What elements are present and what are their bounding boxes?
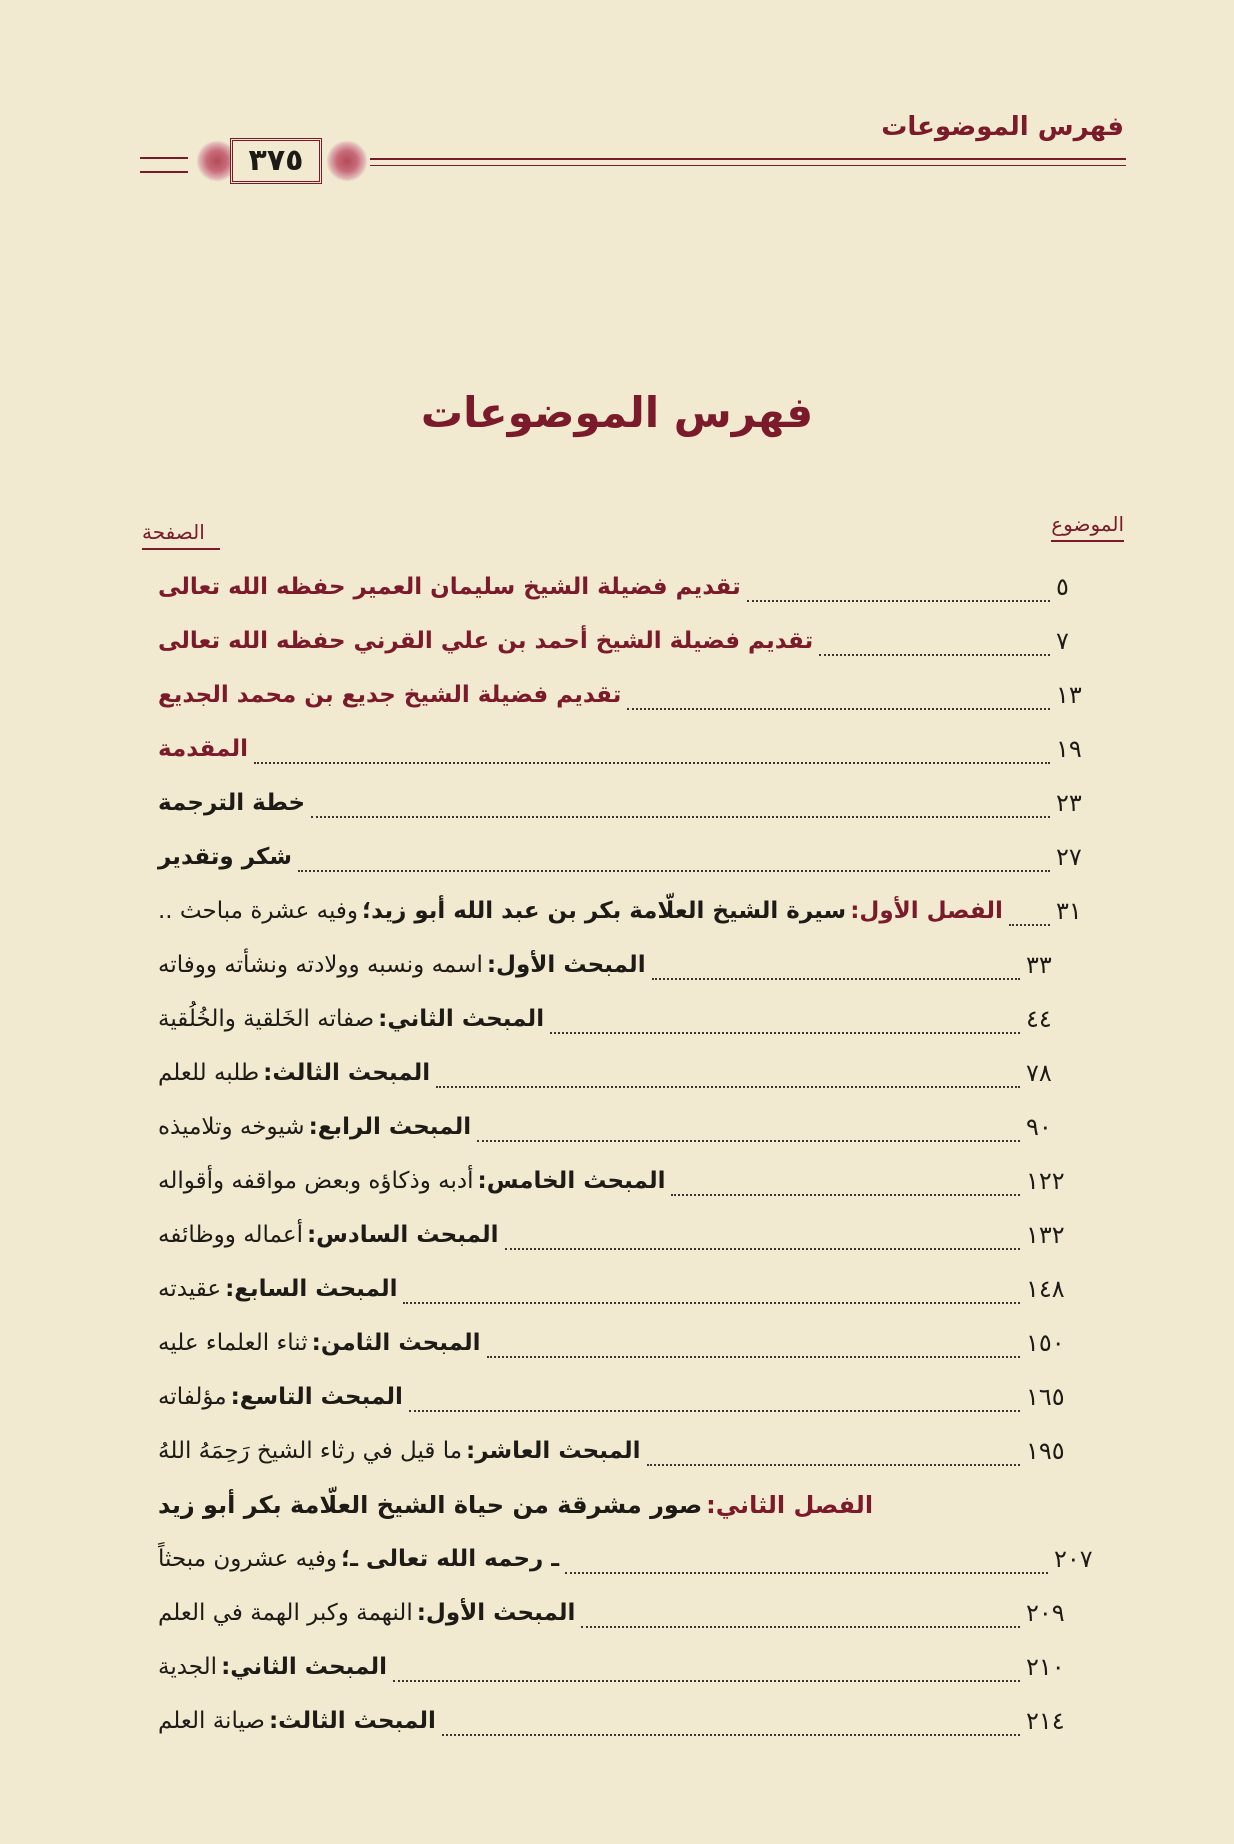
page-title: فهرس الموضوعات: [420, 388, 814, 437]
entry-title: المقدمة: [158, 736, 248, 762]
toc-section-entry[interactable]: [0, 1100, 1234, 1154]
dot-leader: [298, 850, 1050, 872]
dot-leader: [409, 1390, 1020, 1412]
chapter-continuation: ـ رحمه الله تعالى ـ؛: [340, 1546, 560, 1572]
section-title: طلبه للعلم: [158, 1060, 260, 1086]
section-title: النهمة وكبر الهمة في العلم: [158, 1600, 413, 1626]
toc-section-entry[interactable]: [0, 1208, 1234, 1262]
entry-title: تقديم فضيلة الشيخ سليمان العمير حفظه الله تعالى: [158, 574, 741, 600]
header-rule-thin: [370, 165, 1126, 166]
section-title: شيوخه وتلاميذه: [158, 1114, 305, 1140]
floral-ornament-icon: [326, 140, 368, 182]
section-label: المبحث السابع:: [225, 1276, 398, 1302]
entry-page: ١٢٢: [1026, 1167, 1065, 1195]
section-title: عقيدته: [158, 1276, 222, 1302]
toc-section-entry[interactable]: [0, 1262, 1234, 1316]
entry-page: ٢٠٩: [1026, 1599, 1065, 1627]
entry-page: ١٤٨: [1026, 1275, 1065, 1303]
dot-leader: [436, 1066, 1020, 1088]
dot-leader: [403, 1282, 1020, 1304]
entry-page: ٧٨: [1026, 1059, 1052, 1087]
entry-page: ١٩: [1056, 735, 1082, 763]
section-label: المبحث الرابع:: [308, 1114, 472, 1140]
entry-title: خطة الترجمة: [158, 790, 306, 816]
dot-leader: [550, 1012, 1020, 1034]
section-label: المبحث الثامن:: [311, 1330, 481, 1356]
dot-leader: [627, 688, 1050, 710]
page-number: ٣٧٥: [230, 138, 322, 184]
entry-title: شكر وتقدير: [158, 844, 293, 870]
section-label: المبحث التاسع:: [230, 1384, 403, 1410]
entry-page: ٢١٠: [1026, 1653, 1065, 1681]
section-title: أعماله ووظائفه: [158, 1222, 303, 1248]
dot-leader: [581, 1606, 1020, 1628]
column-header-topic: الموضوع: [1051, 512, 1124, 542]
toc-list: [0, 560, 1234, 1748]
dot-leader: [671, 1174, 1020, 1196]
entry-page: ٢٠٧: [1054, 1545, 1093, 1573]
entry-page: ٣٣: [1026, 951, 1052, 979]
entry-page: ٢٣: [1056, 789, 1082, 817]
entry-page: ٧: [1056, 627, 1069, 655]
entry-page: ١٩٥: [1026, 1437, 1065, 1465]
entry-page: ١٦٥: [1026, 1383, 1065, 1411]
section-label: المبحث الخامس:: [477, 1168, 666, 1194]
chapter-note: وفيه عشرة مباحث ..: [158, 898, 358, 924]
section-label: المبحث الثاني:: [221, 1654, 387, 1680]
toc-entry[interactable]: [0, 614, 1234, 668]
chapter-label: الفصل الأول:: [850, 898, 1003, 924]
dot-leader: [819, 634, 1050, 656]
dot-leader: [442, 1714, 1020, 1736]
toc-section-entry[interactable]: [0, 1316, 1234, 1370]
entry-page: ٤٤: [1026, 1005, 1052, 1033]
toc-entry[interactable]: [0, 722, 1234, 776]
dot-leader: [505, 1228, 1020, 1250]
section-label: المبحث الثالث:: [268, 1708, 436, 1734]
toc-section-entry[interactable]: [0, 1586, 1234, 1640]
section-label: المبحث الأول:: [486, 952, 646, 978]
dot-leader: [647, 1444, 1020, 1466]
entry-page: ١٥٠: [1026, 1329, 1065, 1357]
section-title: مؤلفاته: [158, 1384, 227, 1410]
toc-entry[interactable]: [0, 668, 1234, 722]
toc-section-entry[interactable]: [0, 1046, 1234, 1100]
toc-section-entry[interactable]: [0, 938, 1234, 992]
chapter-label: الفصل الثاني:: [706, 1491, 874, 1519]
section-title: صفاته الخَلقية والخُلُقية: [158, 1006, 375, 1032]
section-title: أدبه وذكاؤه وبعض مواقفه وأقواله: [158, 1168, 474, 1194]
entry-page: ٢٧: [1056, 843, 1082, 871]
toc-entry[interactable]: [0, 776, 1234, 830]
chapter-title: صور مشرقة من حياة الشيخ العلّامة بكر أبو زيد: [158, 1491, 703, 1519]
toc-section-entry[interactable]: [0, 1694, 1234, 1748]
dot-leader: [565, 1552, 1048, 1574]
chapter-note: وفيه عشرون مبحثاً: [158, 1546, 337, 1572]
entry-page: ٥: [1056, 573, 1069, 601]
section-title: صيانة العلم: [158, 1708, 265, 1734]
section-label: المبحث الثالث:: [263, 1060, 431, 1086]
toc-chapter-entry[interactable]: [0, 1478, 1234, 1532]
entry-page: ٣١: [1056, 897, 1082, 925]
toc-section-entry[interactable]: [0, 1154, 1234, 1208]
entry-page: ١٣٢: [1026, 1221, 1065, 1249]
section-title: ثناء العلماء عليه: [158, 1330, 308, 1356]
toc-section-entry[interactable]: [0, 992, 1234, 1046]
section-label: المبحث الثاني:: [378, 1006, 545, 1032]
section-label: المبحث السادس:: [306, 1222, 499, 1248]
dot-leader: [311, 796, 1050, 818]
toc-entry[interactable]: [0, 560, 1234, 614]
section-label: المبحث العاشر:: [466, 1438, 641, 1464]
toc-chapter-continuation[interactable]: [0, 1532, 1234, 1586]
dot-leader: [393, 1660, 1020, 1682]
header-rule-left: [140, 157, 188, 173]
entry-title: تقديم فضيلة الشيخ أحمد بن علي القرني حفظه الله تعالى: [158, 628, 814, 654]
section-title: اسمه ونسبه وولادته ونشأته ووفاته: [158, 952, 483, 978]
toc-section-entry[interactable]: [0, 1640, 1234, 1694]
entry-page: ٩٠: [1026, 1113, 1052, 1141]
dot-leader: [254, 742, 1050, 764]
header-rule: [370, 158, 1126, 160]
column-header-page: الصفحة: [142, 520, 220, 550]
section-label: المبحث الأول:: [416, 1600, 576, 1626]
toc-chapter-entry[interactable]: [0, 884, 1234, 938]
chapter-title: سيرة الشيخ العلّامة بكر بن عبد الله أبو زيد؛: [361, 898, 847, 924]
toc-section-entry[interactable]: [0, 1424, 1234, 1478]
entry-page: ٢١٤: [1026, 1707, 1065, 1735]
entry-page: ١٣: [1056, 681, 1082, 709]
running-header-title: فهرس الموضوعات: [881, 112, 1124, 142]
section-title: الجدية: [158, 1654, 218, 1680]
dot-leader: [652, 958, 1020, 980]
toc-entry[interactable]: [0, 830, 1234, 884]
dot-leader: [487, 1336, 1020, 1358]
entry-title: تقديم فضيلة الشيخ جديع بن محمد الجديع: [158, 682, 622, 708]
section-title: ما قيل في رثاء الشيخ رَحِمَهُ اللهُ: [158, 1438, 463, 1464]
dot-leader: [1009, 904, 1050, 926]
toc-section-entry[interactable]: [0, 1370, 1234, 1424]
dot-leader: [477, 1120, 1020, 1142]
dot-leader: [747, 580, 1050, 602]
